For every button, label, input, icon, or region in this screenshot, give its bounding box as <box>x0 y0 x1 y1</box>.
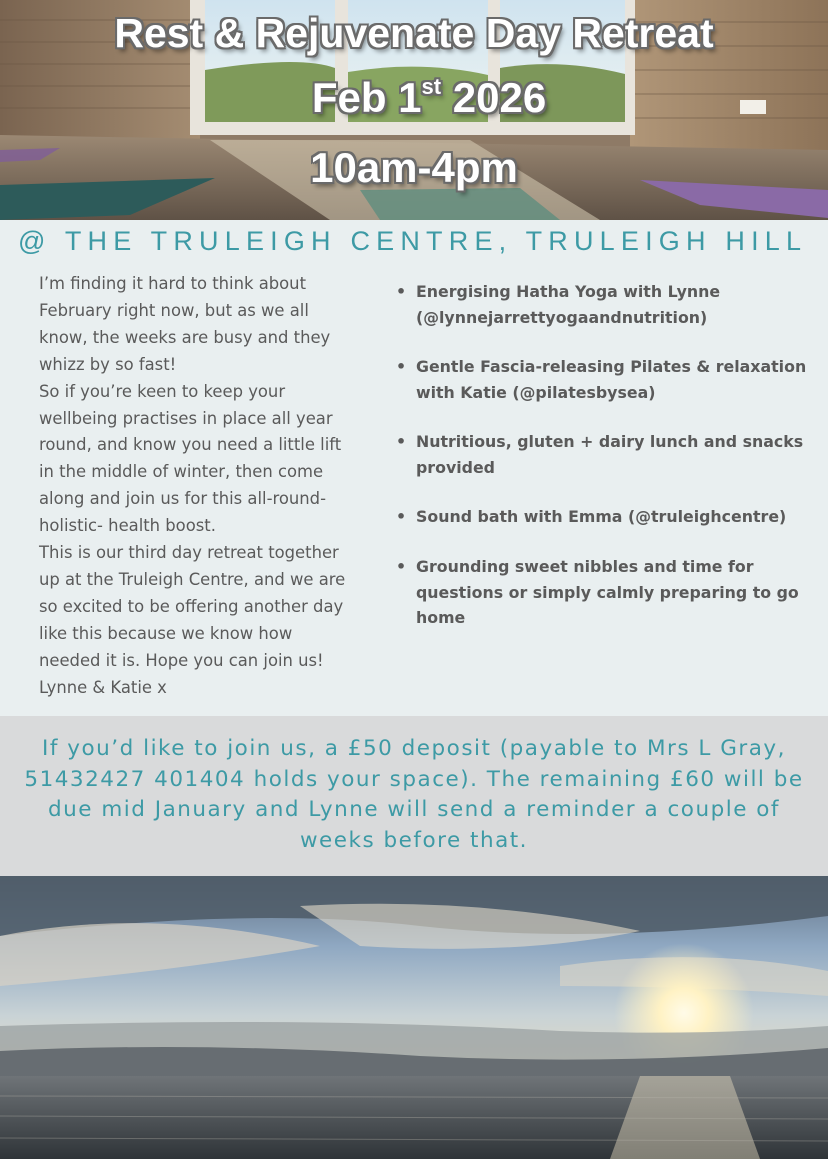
deposit-line: If you’d like to join us, a £50 deposit (payable to Mrs L Gray, <box>42 736 786 761</box>
intro-line: in the middle of winter, then come <box>39 462 324 482</box>
deposit-text <box>16 734 812 856</box>
activity-line: provided <box>416 457 495 477</box>
intro-line: needed it is. Hope you can join us! <box>39 650 324 670</box>
retreat-date <box>0 74 828 122</box>
intro-line: wellbeing practises in place all year <box>39 408 333 428</box>
intro-line: holistic- health boost. <box>39 516 216 536</box>
activity-line: (@lynnejarrettyogaandnutrition) <box>416 307 708 327</box>
activity-nibbles <box>396 554 816 631</box>
activity-yoga <box>396 279 816 330</box>
intro-signoff: Lynne & Katie x <box>39 677 167 697</box>
activity-line: • Sound bath with Emma (@truleighcentre) <box>416 507 787 526</box>
intro-line: know, the weeks are busy and they <box>39 327 331 347</box>
date-day: Feb 1 <box>311 74 422 121</box>
intro-line: up at the Truleigh Centre, and we are <box>39 569 346 589</box>
hero-banner <box>0 0 828 220</box>
intro-line: round, and know you need a little lift <box>39 435 342 455</box>
intro-line: So if you’re keen to keep your <box>39 381 286 401</box>
deposit-line: due mid January and Lynne will send a reminder a couple of <box>48 797 780 822</box>
sunset-sea-photo <box>0 876 828 1159</box>
intro-line: like this because we know how <box>39 623 293 643</box>
intro-line: along and join us for this all-round- <box>39 489 326 509</box>
intro-line: This is our third day retreat together <box>39 543 339 563</box>
activity-lunch <box>396 429 816 480</box>
intro-line: I’m finding it hard to think about <box>39 274 306 293</box>
intro-line: February right now, but as we all <box>39 300 309 320</box>
deposit-info-band <box>0 716 828 876</box>
activity-line: • Energising Hatha Yoga with Lynne <box>416 282 721 301</box>
activity-line: home <box>416 608 466 628</box>
activity-line: questions or simply calmly preparing to go <box>416 582 799 602</box>
sunset-image <box>0 876 828 1159</box>
activity-pilates <box>396 354 816 405</box>
intro-line: whizz by so fast! <box>39 354 177 374</box>
deposit-line: weeks before that. <box>299 827 529 853</box>
activity-line: • Nutritious, gluten + dairy lunch and snacks <box>416 432 804 451</box>
retreat-time: 10am-4pm <box>310 144 518 191</box>
activity-line: • Gentle Fascia-releasing Pilates & relaxation <box>416 357 807 376</box>
activity-sound-bath <box>396 504 816 530</box>
deposit-line: 51432427 401404 holds your space). The remaining £60 will be <box>24 766 804 792</box>
date-year: 2026 <box>441 74 547 121</box>
retreat-title: Rest & Rejuvenate Day Retreat <box>114 10 714 56</box>
activity-line: with Katie (@pilatesbysea) <box>416 382 656 402</box>
date-ordinal: st <box>421 74 442 99</box>
intro-text <box>39 271 389 702</box>
intro-line: so excited to be offering another day <box>39 596 344 616</box>
venue-heading: @ THE TRULEIGH CENTRE, TRULEIGH HILL <box>18 226 808 256</box>
activity-line: • Grounding sweet nibbles and time for <box>416 557 754 576</box>
